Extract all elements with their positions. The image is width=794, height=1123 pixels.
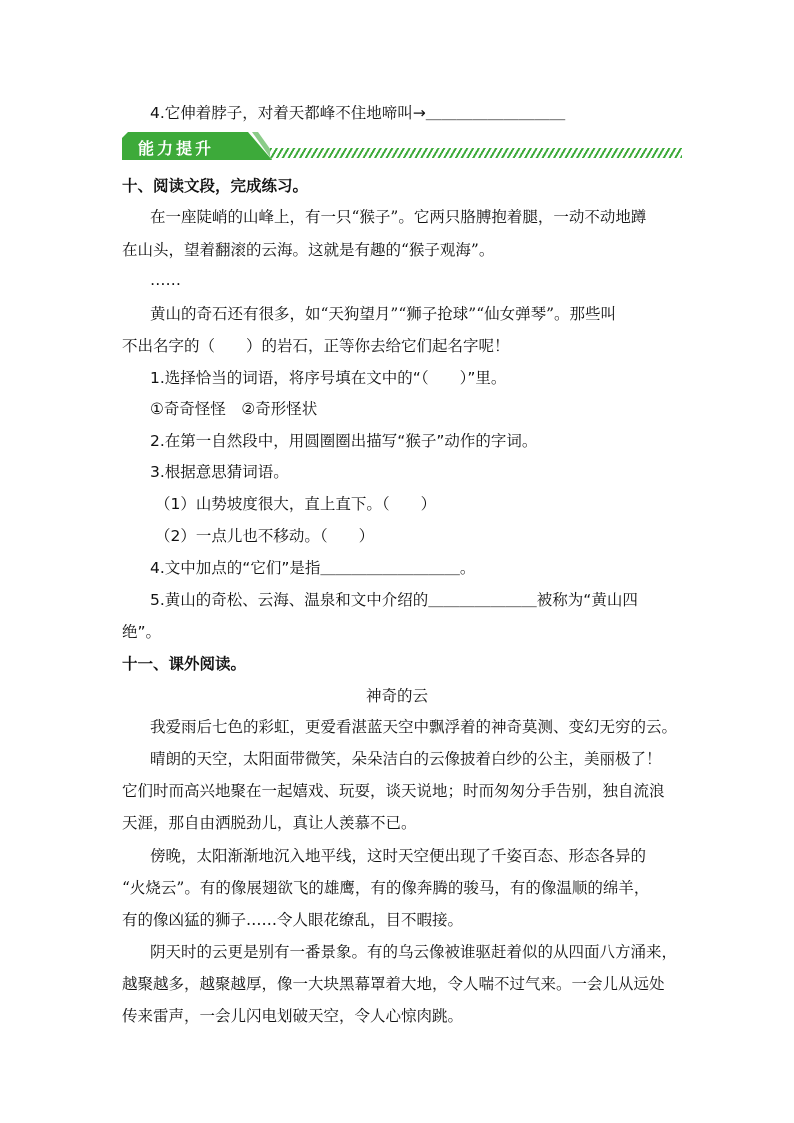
s10-para2-line1: 黄山的奇石还有很多，如“天狗望月”“狮子抢球”“仙女弹琴”。那些叫 <box>150 305 617 323</box>
s10-question-5-line2: 绝”。 <box>122 623 162 641</box>
s10-question-1: 1.选择恰当的词语，将序号填在文中的“（ ）”里。 <box>150 369 507 387</box>
s10-ellipsis: …… <box>150 271 181 289</box>
article-para3-line2: “火烧云”。有的像展翅欲飞的雄鹰，有的像奔腾的骏马，有的像温顺的绵羊， <box>122 879 650 897</box>
s10-para2-line2: 不出名字的（ ）的岩石，正等你去给它们起名字呢！ <box>122 337 510 355</box>
s10-question-5-line1: 5.黄山的奇松、云海、温泉和文中介绍的＿＿＿＿＿＿＿被称为“黄山四 <box>150 591 638 609</box>
article-para4-line1: 阴天时的云更是别有一番景象。有的乌云像被谁驱赶着似的从四面八方涌来， <box>150 943 678 961</box>
s10-question-3a: （1）山势坡度很大，直上直下。（ ） <box>155 495 437 513</box>
article-para2-line2: 它们时而高兴地聚在一起嬉戏、玩耍，谈天说地；时而匆匆分手告别，独自流浪 <box>122 782 665 800</box>
s10-question-3: 3.根据意思猜词语。 <box>150 463 289 481</box>
banner-stripes <box>270 148 682 158</box>
top-item-4: 4.它伸着脖子，对着天都峰不住地啼叫→＿＿＿＿＿＿＿＿＿ <box>150 104 566 122</box>
article-para1: 我爱雨后七色的彩虹，更爱看湛蓝天空中飘浮着的神奇莫测、变幻无穷的云。 <box>150 718 678 736</box>
article-para3-line3: 有的像凶猛的狮子……令人眼花缭乱，目不暇接。 <box>122 911 464 929</box>
s10-question-2: 2.在第一自然段中，用圆圈圈出描写“猴子”动作的字词。 <box>150 432 538 450</box>
banner-label: 能力提升 <box>138 139 215 158</box>
section11-heading: 十一、课外阅读。 <box>122 655 247 673</box>
s10-para1-line1: 在一座陡峭的山峰上，有一只“猴子”。它两只胳膊抱着腿，一动不动地蹲 <box>150 208 647 226</box>
article-para3-line1: 傍晚，太阳渐渐地沉入地平线，这时天空便出现了千姿百态、形态各异的 <box>150 847 647 865</box>
article-para2-line3: 天涯，那自由洒脱劲儿，真让人羡慕不已。 <box>122 814 417 832</box>
s10-question-3b: （2）一点儿也不移动。（ ） <box>155 527 375 545</box>
s10-question-4: 4.文中加点的“它们”是指＿＿＿＿＿＿＿＿＿。 <box>150 559 476 577</box>
section-banner <box>122 128 682 164</box>
section10-heading: 十、阅读文段，完成练习。 <box>122 177 309 195</box>
article-para4-line3: 传来雷声，一会儿闪电划破天空，令人心惊肉跳。 <box>122 1007 464 1025</box>
article-para2-line1: 晴朗的天空，太阳面带微笑，朵朵洁白的云像披着白纱的公主，美丽极了！ <box>150 750 662 768</box>
article-title: 神奇的云 <box>365 687 428 705</box>
s10-para1-line2: 在山头，望着翻滚的云海。这就是有趣的“猴子观海”。 <box>122 241 495 259</box>
s10-question-1-options: ①奇奇怪怪 ②奇形怪状 <box>150 400 318 418</box>
article-para4-line2: 越聚越多，越聚越厚，像一大块黑幕罩着大地，令人喘不过气来。一会儿从远处 <box>122 975 665 993</box>
